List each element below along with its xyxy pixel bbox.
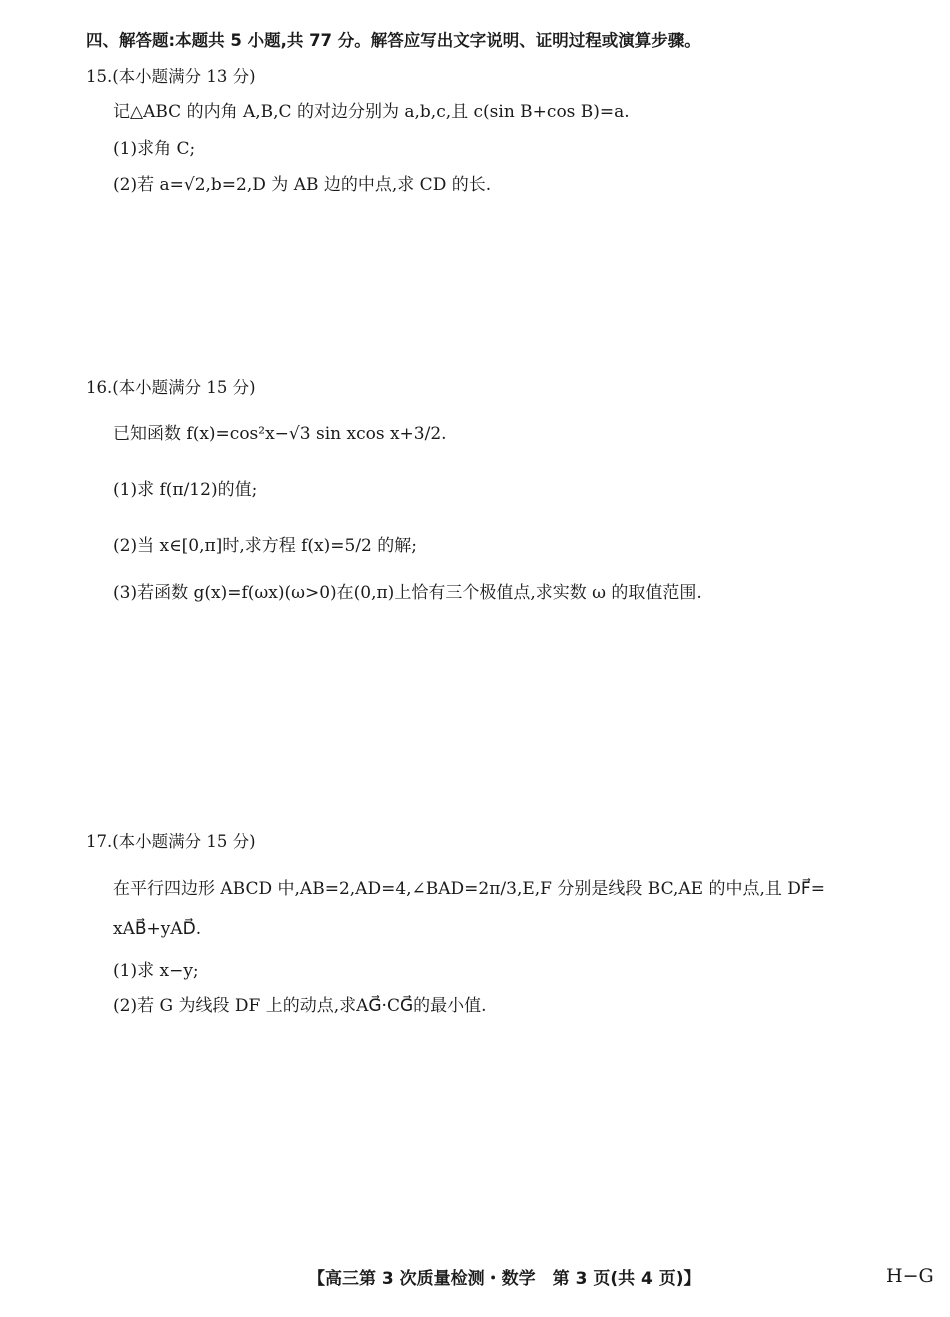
section-title: 四、解答题:本题共 5 小题,共 77 分。解答应写出文字说明、证明过程或演算步骤。 — [86, 31, 701, 50]
question-17-header: 17.(本小题满分 15 分) — [86, 832, 256, 851]
question-17-stem: 在平行四边形 ABCD 中,AB=2,AD=4,∠BAD=2π/3,E,F 分别是线段 BC,AE 的中点,且 DF⃗= — [113, 879, 825, 899]
question-15-stem: 记△ABC 的内角 A,B,C 的对边分别为 a,b,c,且 c(sin B+cos B)=a. — [113, 102, 630, 122]
question-16-header: 16.(本小题满分 15 分) — [86, 378, 256, 397]
question-16-part-2: (2)当 x∈[0,π]时,求方程 f(x)=5/2 的解; — [113, 536, 417, 556]
question-17-part-1: (1)求 x−y; — [113, 961, 199, 981]
question-15-part-2: (2)若 a=√2,b=2,D 为 AB 边的中点,求 CD 的长. — [113, 175, 492, 195]
question-15-header: 15.(本小题满分 13 分) — [86, 67, 256, 86]
page-footer: 【高三第 3 次质量检测・数学 第 3 页(共 4 页)】 — [308, 1269, 701, 1289]
question-17-stem-cont: xAB⃗+yAD⃗. — [113, 919, 202, 939]
question-16-part-3: (3)若函数 g(x)=f(ωx)(ω>0)在(0,π)上恰有三个极值点,求实数 ω 的取值范围. — [113, 583, 702, 603]
question-16-stem: 已知函数 f(x)=cos²x−√3 sin xcos x+3/2. — [113, 424, 447, 444]
paper-code: H−G — [886, 1265, 934, 1287]
question-16-part-1: (1)求 f(π/12)的值; — [113, 480, 258, 500]
question-17-part-2: (2)若 G 为线段 DF 上的动点,求AG⃗·CG⃗的最小值. — [113, 996, 487, 1016]
question-15-part-1: (1)求角 C; — [113, 139, 196, 159]
